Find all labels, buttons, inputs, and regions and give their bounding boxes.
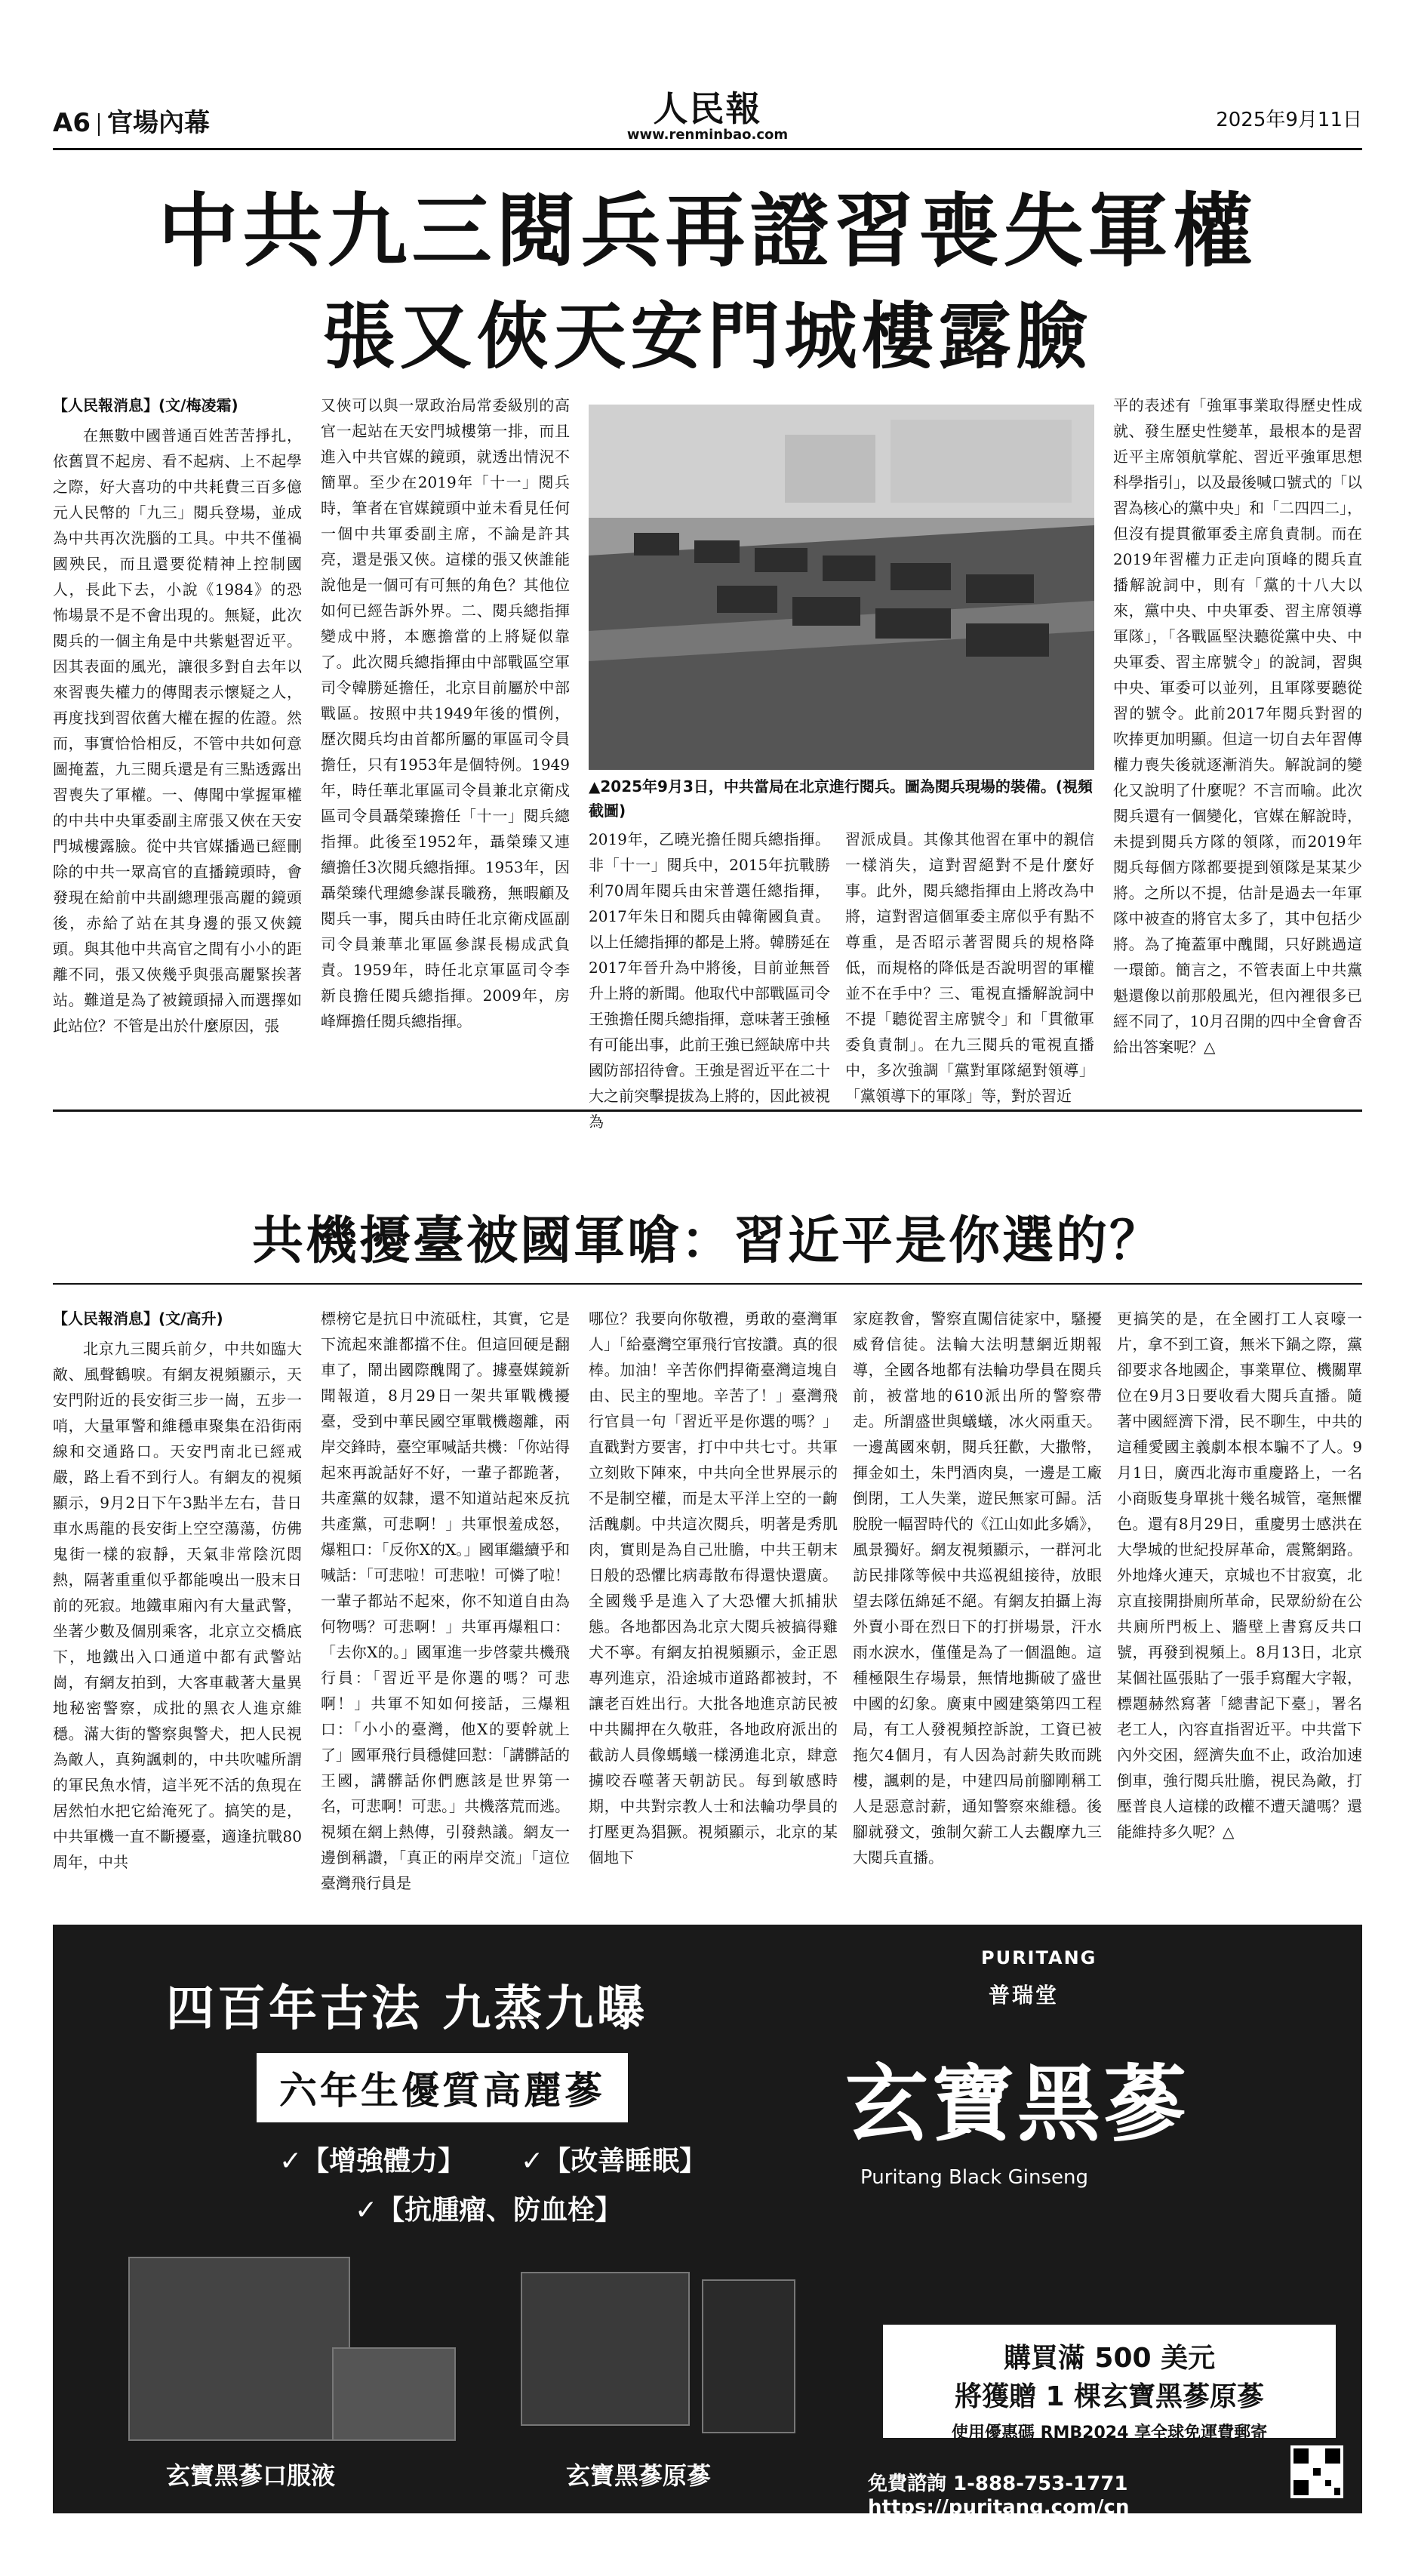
article2-col2-text: 標榜它是抗日中流砥柱，其實，它是下流起來誰都擋不住。但這回硬是翻車了，鬧出國際醜聞了。據臺媒鏡新聞報道，8月29日一架共軍戰機擾臺，受到中華民國空軍戰機趨離，兩岸交鋒時，臺空軍喊話共機：「你站得起來再說話好不好，一輩子都跪著，共產黨的奴隸，還不知道站起來反抗共產黨，可悲啊！」共軍恨羞成怒，爆粗口：「反你X的X。」國軍繼續乎和喊話：「可悲啦！可悲啦！可憐了啦！一輩子都站不起來，你不知道自由為何物嗎？可悲啊！」共軍再爆粗口：「去你X的。」國軍進一步啓蒙共機飛行員：「習近平是你選的嗎？可悲啊！」共軍不知如何接話，三爆粗口：「小小的臺灣，他X的要幹就上了」國軍飛行員穩健回懟：「講髒話的王國，講髒話你們應該是世界第一名，可悲啊！可悲。」共機落荒而逃。視頻在網上熱傳，引發熱議。網友一邊倒稱讚，「真正的兩岸交流」「這位臺灣飛行員是 — [321, 1310, 570, 1892]
promo-code: 使用優惠碼 RMB2024 享全球免運費郵寄 — [951, 2424, 1268, 2442]
article1-col4-text: 習派成員。其像其他習在軍中的親信一樣消失，這對習絕對不是什麼好事。此外，閱兵總指揮由上將改為中將，這對習這個軍委主席似乎有點不尊重，是否昭示著習閱兵的規格降低，而規格的降低是否說明習的軍權並不在手中？三、電視直播解說詞中不提「聽從習主席號令」和「貫徹軍委負責制」。在九三閱兵的電視直播中，多次強調「黨對軍隊絕對領導」「黨領導下的軍隊」等，對於習近 — [845, 830, 1094, 1105]
ad-subheadline: 六年生優質高麗蔘 — [257, 2053, 628, 2122]
article1-column-2 — [321, 392, 570, 1094]
article2-rule — [53, 1283, 1362, 1285]
product-name: 玄寶黑蔘 — [845, 2055, 1189, 2153]
product-gift-box-image — [128, 2257, 350, 2441]
photo-caption: ▲2025年9月3日，中共當局在北京進行閱兵。圖為閱兵現場的裝備。(視頻截圖) — [589, 777, 1094, 820]
promo-line-1: 購買滿 500 美元 — [1003, 2343, 1216, 2374]
product-jar-image — [521, 2272, 690, 2426]
page-number: A6 — [53, 108, 91, 138]
product-sachet-image — [332, 2347, 456, 2441]
ad-contact[interactable]: 免費諮詢 1-888-753-1771 https://puritang.com/cn — [868, 2473, 1130, 2519]
promo-line-2: 將獲贈 1 棵玄寶黑蔘原蔘 — [954, 2381, 1265, 2412]
ad-benefit-3: ✓【抗腫瘤、防血栓】 — [355, 2195, 623, 2226]
article2-title: 共機擾臺被國軍嗆：習近平是你選的？ — [251, 1211, 1163, 1271]
article1-column-1 — [53, 392, 302, 1094]
section-label — [53, 102, 210, 139]
article2-byline: 【人民報消息】(文/高升) — [53, 1310, 223, 1328]
promo-box — [883, 2325, 1336, 2442]
product-can-image — [702, 2279, 795, 2433]
ad-headline: 四百年古法 九蒸九曝 — [166, 1980, 648, 2037]
military-parade-photo — [589, 405, 1094, 770]
article2-column-5 — [1117, 1306, 1362, 1902]
article1-col5-text: 平的表述有「強軍事業取得歷史性成就、發生歷史性變革，最根本的是習近平主席領航掌舵、習近平強軍思想科學指引」，以及最後喊口號式的「以習為核心的黨中央」和「二四四二」，但沒有提貫徹軍委主席負責制。而在2019年習權力正走向頂峰的閱兵直播解說詞中，則有「黨的十八大以來，黨中央、中央軍委、習主席領導軍隊」，「各戰區堅決聽從黨中央、中央軍委、習主席號令」的說詞，習與中央、軍委可以並列，且軍隊要聽從習的號令。此前2017年閱兵對習的吹捧更加明顯。但這一切自去年習傳權力喪失後就逐漸消失。解說詞的變化又說明了什麼呢？不言而喻。此次閱兵還有一個變化，官媒在解說時，未提到閱兵方隊的領隊，而2019年閱兵每個方隊都要提到領隊是某某少將。之所以不提，估計是過去一年軍隊中被查的將官太多了，其中包括少將。為了掩蓋軍中醜聞，只好跳過這一環節。簡言之，不管表面上中共黨魁還像以前那般風光，但內裡很多已經不同了，10月召開的四中全會會否給出答案呢？△ — [1113, 396, 1362, 1056]
brand-name-en: PURITANG — [981, 1947, 1097, 1968]
section-name: 官場內幕 — [106, 108, 210, 138]
article1-col1-text: 在無數中國普通百姓苦苦掙扎，依舊買不起房、看不起病、上不起學之際，好大喜功的中共耗費三百多億元人民幣的「九三」閱兵登場，並成為中共再次洗腦的工具。中共不僅禍國殃民，而且還要從精神上控制國人，長此下去，小說《1984》的恐怖場景不是不會出現的。無疑，此次閱兵的一個主角是中共紫魁習近平。因其表面的風光，讓很多對自去年以來習喪失權力的傳聞表示懷疑之人，再度找到習依舊大權在握的佐證。然而，事實恰恰相反，不管中共如何意圖掩蓋，九三閱兵還是有三點透露出習喪失了軍權。一、傳聞中掌握軍權的中共中央軍委副主席張又俠在天安門城樓露臉。從中共官媒播過已經刪除的中共一眾高官的直播鏡頭時，會發現在給前中共副總理張高麗的鏡頭後，赤給了站在其身邊的張又俠鏡頭。與其他中共高官之間有小小的距離不同，張又俠幾乎與張高麗緊挨著站。難道是為了被鏡頭掃入而選擇如此站位？不管是出於什麼原因，張 — [53, 426, 302, 1035]
article1-byline: 【人民報消息】(文/梅凌霜) — [53, 396, 238, 414]
masthead — [626, 88, 789, 143]
section-divider — [53, 1109, 1362, 1112]
newspaper-logo: 人民報 — [653, 88, 762, 129]
article1-column-5 — [1113, 392, 1362, 1094]
ad-benefit-1: ✓【增強體力】 — [279, 2146, 466, 2177]
article1-column-3 — [589, 826, 830, 1131]
article2-col3-text: 哪位？我要向你敬禮，勇敢的臺灣軍人」「給臺灣空軍飛行官按讚。真的很棒。加油！辛苦你們捍衛臺灣這塊自由、民主的聖地。辛苦了！」臺灣飛行官員一句「習近平是你選的嗎？」直戳對方要害，打中中共七寸。共軍立刻敗下陣來，中共向全世界展示的不是制空權，而是太平洋上空的一齣活醜劇。中共這次閱兵，明著是秀肌肉，實則是為自己壯膽，中共王朝末日般的恐懼比病毒散布得還快還廣。全國幾乎是進入了大恐懼大抓捕狀態。各地都因為北京大閱兵被搞得雞犬不寧。有網友拍視頻顯示，金正恩專列進京，沿途城市道路都被封，不讓老百姓出行。大批各地進京訪民被中共關押在久敬莊，各地政府派出的截訪人員像螞蟻一樣湧進北京，肆意擄咬吞噬著天朝訪民。每到敏感時期，中共對宗教人士和法輪功學員的打壓更為猖獗。視頻顯示，北京的某個地下 — [589, 1310, 838, 1867]
article1-col2-text: 又俠可以與一眾政治局常委級別的高官一起站在天安門城樓第一排，而且進入中共官媒的鏡頭，就透出情況不簡單。至少在2019年「十一」閱兵時，筆者在官媒鏡頭中並未看見任何一個中共軍委副主席，不論是許其亮，還是張又俠。這樣的張又俠誰能說他是一個可有可無的角色？其他位如何已經告訴外界。二、閱兵總指揮變成中將，本應擔當的上將疑似靠了。此次閱兵總指揮由中部戰區空軍司令韓勝延擔任，北京目前屬於中部戰區。按照中共1949年後的慣例，歷次閱兵均由首都所屬的軍區司令員擔任，只有1953年是個特例。1949年，時任華北軍區司令員兼北京衛戍區司令員聶榮臻擔任「十一」閱兵總指揮。此後至1952年，聶榮臻又連續擔任3次閱兵總指揮。1953年，因聶榮臻代理總參謀長職務，無暇顧及閱兵一事，閱兵由時任北京衛戍區副司令員兼華北軍區參謀長楊成武負責。1959年，時任北京軍區司令李新良擔任閱兵總指揮。2009年，房峰輝擔任閱兵總指揮。 — [321, 396, 570, 1030]
product-name-en: Puritang Black Ginseng — [860, 2166, 1088, 2189]
issue-date: 2025年9月11日 — [1216, 109, 1362, 131]
article2-column-2 — [321, 1306, 570, 1902]
brand-name-cn: 普瑞堂 — [989, 1983, 1060, 2008]
article2-column-1 — [53, 1306, 302, 1902]
header-rule — [53, 148, 1362, 150]
article1-title: 中共九三閱兵再證習喪失軍權 — [158, 183, 1257, 278]
product-label-raw-ginseng: 玄寶黑蔘原蔘 — [566, 2461, 712, 2490]
ad-benefit-2: ✓【改善睡眠】 — [521, 2146, 707, 2177]
ginseng-advertisement[interactable] — [53, 1925, 1362, 2519]
page-header — [53, 88, 1362, 143]
article2-col1-text: 北京九三閱兵前夕，中共如臨大敵、風聲鶴唳。有網友視頻顯示，天安門附近的長安街三步一崗，五步一哨，大量軍警和維穩車聚集在沿街兩線和交通路口。天安門南北已經戒嚴，路上看不到行人。有網友的視頻顯示，9月2日下午3點半左右，昔日車水馬龍的長安街上空空蕩蕩，仿佛鬼街一樣的寂靜，天氣非常陰沉悶熱，隔著重重似乎都能嗅出一股末日前的死寂。地鐵車廂內有大量武警，坐著少數及個別乘客，北京立交橋底下，地鐵出入口通道中都有武警站崗，有網友拍到，大客車載著大量異地秘密警察，成批的黑衣人進京維穩。滿大街的警察與警犬，把人民視為敵人，真夠諷刺的，中共吹噓所謂的軍民魚水情，這半死不活的魚現在居然怕水把它給淹死了。搞笑的是，中共軍機一直不斷擾臺，適逢抗戰80周年，中共 — [53, 1340, 302, 1871]
article2-column-3 — [589, 1306, 838, 1902]
article1-col3-text: 2019年，乙曉光擔任閱兵總指揮。非「十一」閱兵中，2015年抗戰勝利70周年閱兵由宋普選任總指揮，2017年朱日和閱兵由韓衛國負責。以上任總指揮的都是上將。韓勝延在2017年晉升為中將後，目前並無晉升上將的新聞。他取代中部戰區司令王強擔任閱兵總指揮，意味著王強極有可能出事，此前王強已經缺席中共國防部招待會。王強是習近平在二十大之前突擊提拔為上將的，因此被視為 — [589, 830, 830, 1131]
qr-code-icon[interactable] — [1290, 2445, 1343, 2498]
article2-col5-text: 更搞笑的是，在全國打工人哀嚎一片，拿不到工資，無米下鍋之際，黨卻要求各地國企，事業單位、機關單位在9月3日要收看大閱兵直播。隨著中國經濟下滑，民不聊生，中共的這種愛國主義劇本根本騙不了人。9月1日，廣西北海市重慶路上，一名小商販隻身單挑十幾名城管，毫無懼色。還有8月29日，重慶男士感洪在大學城的世紀投屏革命，震驚網路。外地烽火連天，京城也不甘寂寞，北京直接開掛廁所革命，民眾紛紛在公共廁所門板上、牆壁上書寫反共口號，再發到視頻上。8月13日，北京某個社區張貼了一張手寫醒大字報，標題赫然寫著「總書記下臺」，署名老工人，內容直指習近平。中共當下內外交困，經濟失血不止，政治加速倒車，強行閱兵壯膽，視民為敵，打壓普良人這樣的政權不遭天譴嗎？還能維持多久呢？△ — [1117, 1310, 1362, 1841]
article1-column-4 — [845, 826, 1094, 1105]
product-label-oral-liquid: 玄寶黑蔘口服液 — [166, 2461, 336, 2490]
article2-column-4 — [853, 1306, 1102, 1902]
newspaper-url[interactable]: www.renminbao.com — [626, 127, 789, 143]
article1-subtitle: 張又俠天安門城樓露臉 — [322, 294, 1093, 379]
article2-col4-text: 家庭教會，警察直闖信徒家中，騷擾威脅信徒。法輪大法明慧網近期報導，全國各地都有法輪功學員在閱兵前，被當地的610派出所的警察帶走。所謂盛世與蟻蟻，冰火兩重天。一邊萬國來朝，閱兵狂歡，大撒幣，揮金如土，朱門酒肉臭，一邊是工廠倒閉，工人失業，遊民無家可歸。活脫脫一幅習時代的《江山如此多嬌》，風景獨好。網友視頻顯示，一群河北訪民排隊等候中共巡視組接待，放眼望去隊伍綿延不絕。有網友拍攝上海外賣小哥在烈日下的打拼場景，汗水雨水淚水，僅僅是為了一個溫飽。這種極限生存場景，無情地撕破了盛世中國的幻象。廣東中國建築第四工程局，有工人發視頻控訴說，工資已被拖欠4個月，有人因為討薪失敗而跳樓，諷刺的是，中建四局前腳剛稱工人是惡意討薪，通知警察來維穩。後腳就發文，強制欠薪工人去觀摩九三大閱兵直播。 — [853, 1310, 1102, 1867]
